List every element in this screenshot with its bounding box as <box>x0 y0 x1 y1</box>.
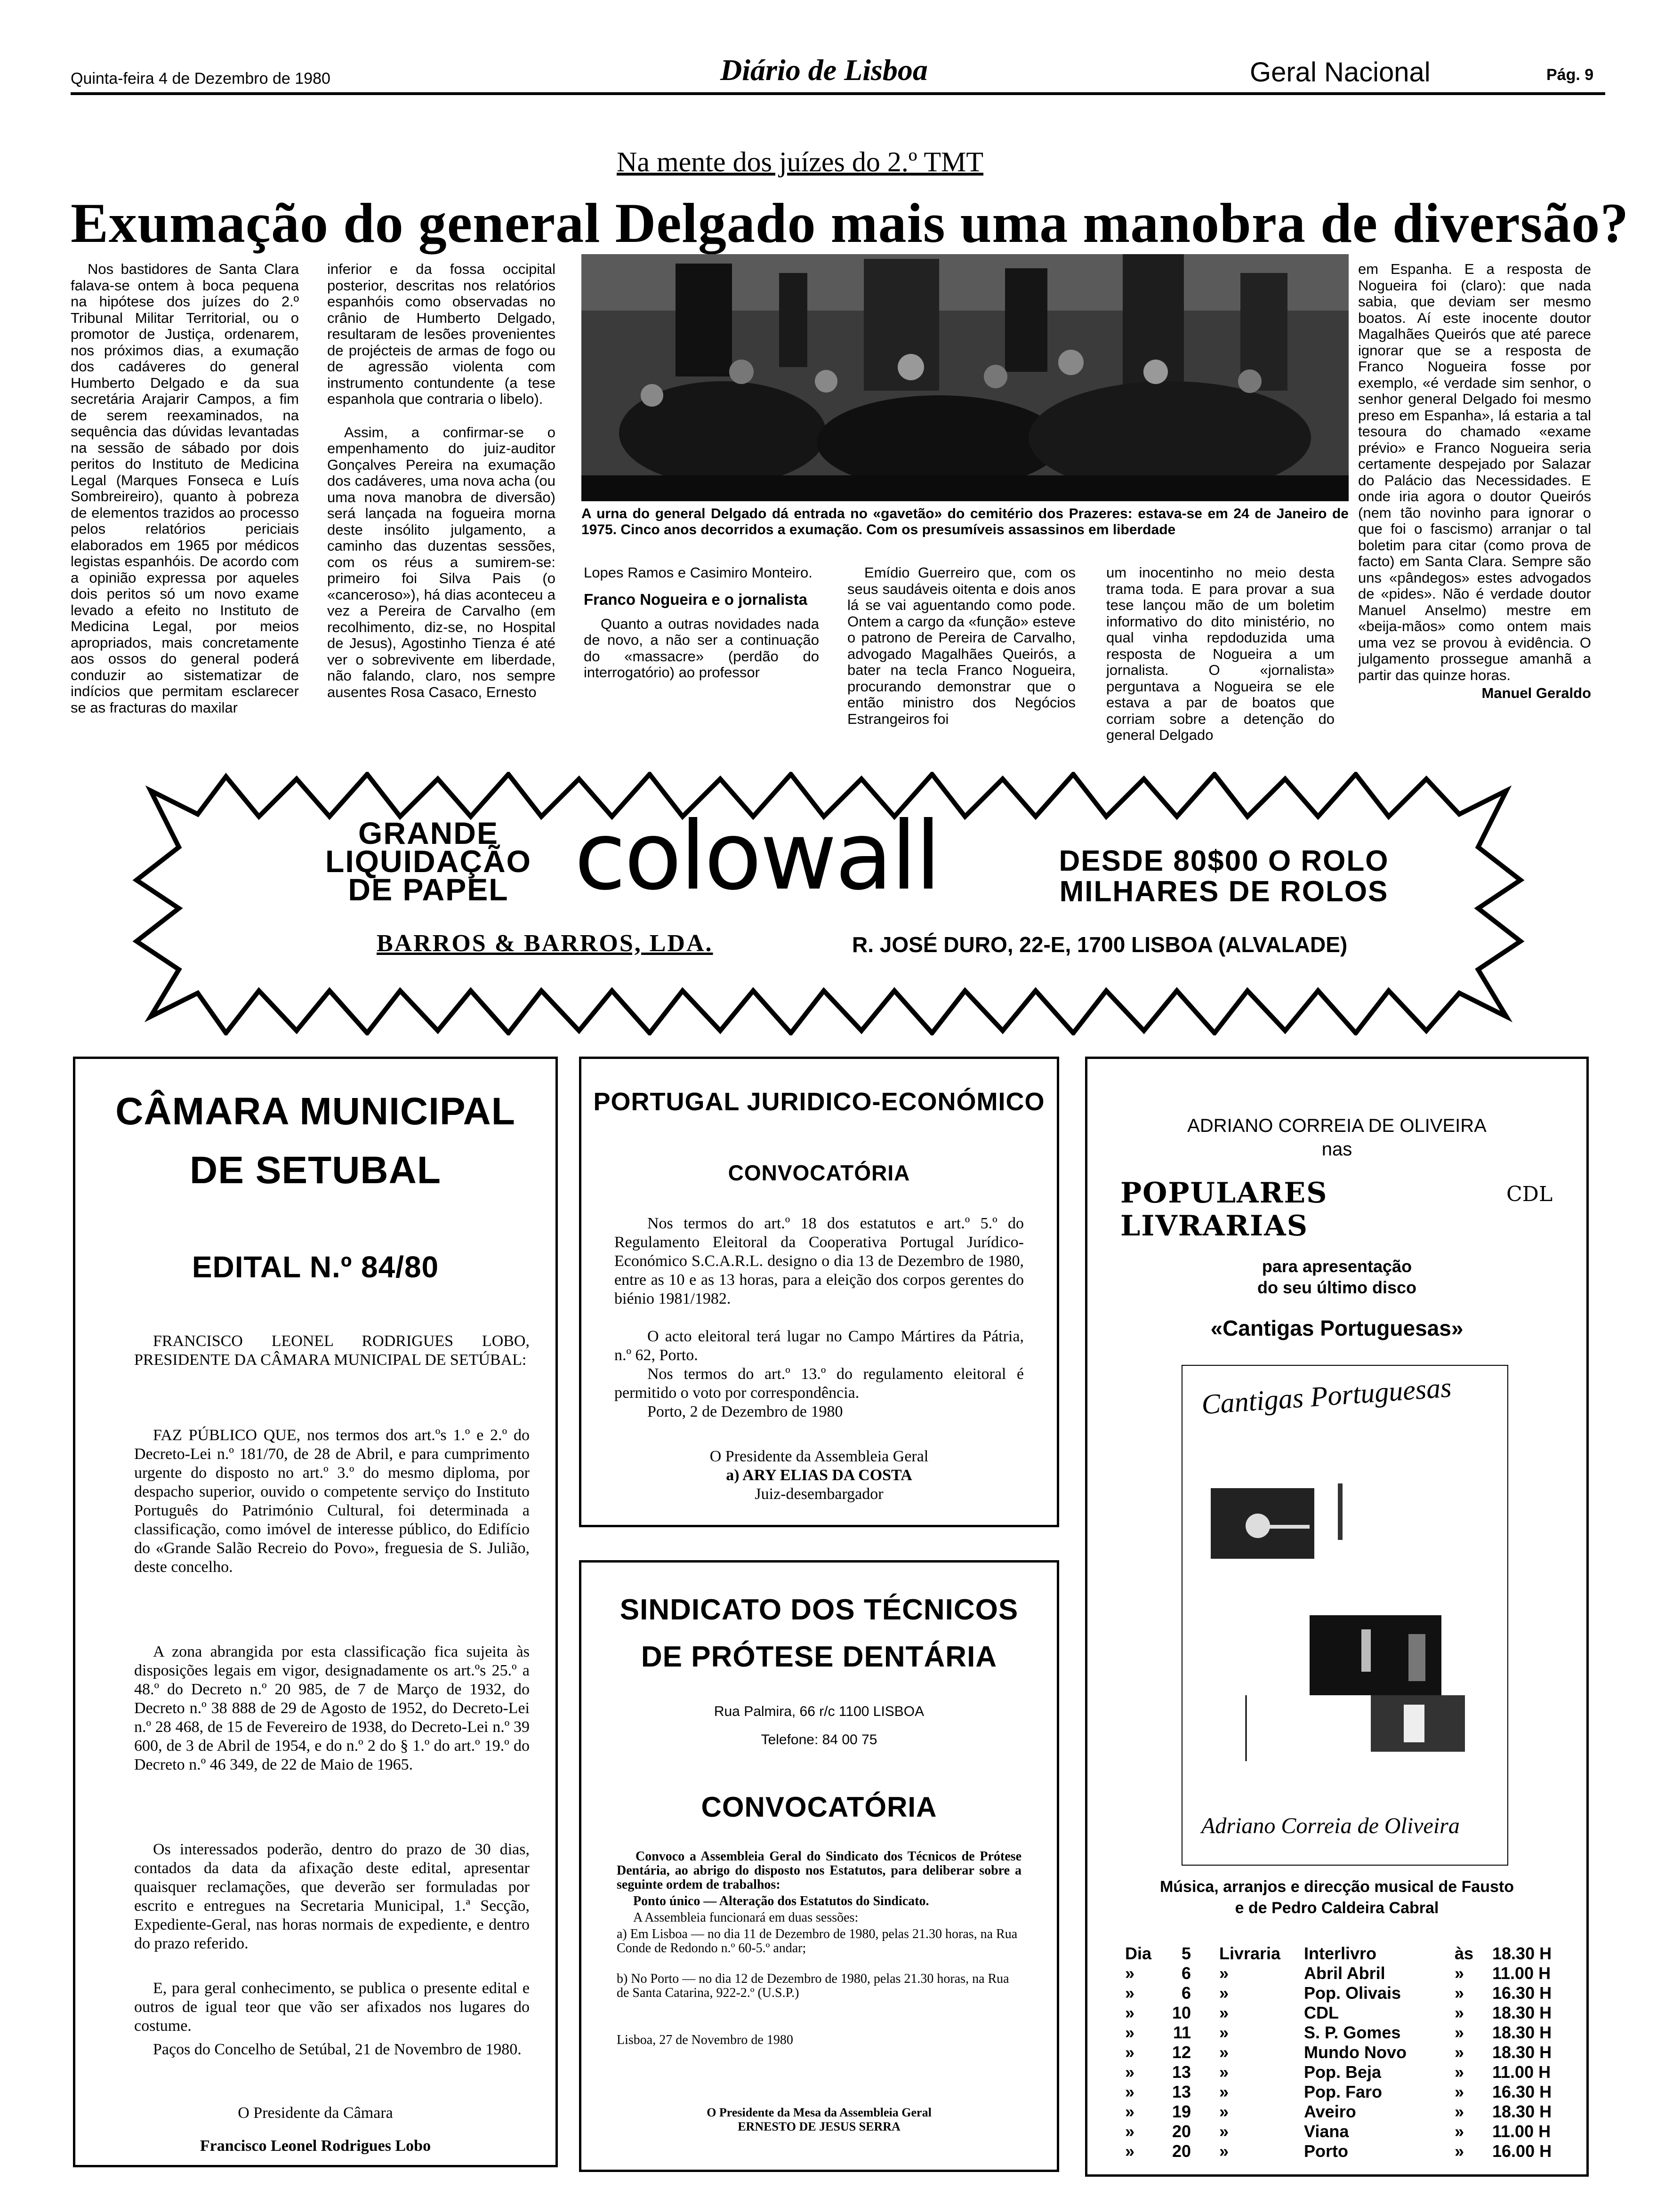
schedule-day-number: 12 <box>1172 2043 1191 2062</box>
schedule-time-label: » <box>1455 2141 1464 2161</box>
article-paragraph: Lopes Ramos e Casimiro Monteiro. <box>584 564 812 581</box>
photo-caption: A urna do general Delgado dá entrada no «gavetão» do cemitério dos Prazeres: estava-se em 24 de Janeiro de 1975. Cinco anos decorridos a exumação. Com os presumíveis assassinos em liberdade <box>581 506 1349 537</box>
article-headline: Exumação do general Delgado mais uma manobra de diversão? <box>71 192 1629 254</box>
schedule-row <box>1087 1964 1586 1983</box>
issue-date: Quinta-feira 4 de Dezembro de 1980 <box>71 70 330 88</box>
schedule-day-label: » <box>1125 2102 1135 2121</box>
sindicato-paragraph-5: b) No Porto — no dia 12 de Dezembro de 1980, pelas 21.30 horas, na Rua de Santa Catarina, 922-2.º (U.S.P.) <box>617 1972 1009 2000</box>
schedule-day-label: » <box>1125 2043 1135 2062</box>
schedule-day-number: 11 <box>1173 2023 1191 2042</box>
adriano-name: ADRIANO CORREIA DE OLIVEIRA <box>1187 1115 1487 1136</box>
camara-intro: FRANCISCO LEONEL RODRIGUES LOBO, PRESIDENTE DA CÂMARA MUNICIPAL DE SETÚBAL: <box>134 1332 530 1369</box>
schedule-day-label: » <box>1125 2122 1135 2141</box>
presentation-schedule <box>1087 1944 1586 2160</box>
livrarias-brand: POPULARES LIVRARIAS <box>1120 1177 1328 1242</box>
schedule-time: 16.30 H <box>1492 2082 1552 2101</box>
article-column-1 <box>71 261 299 716</box>
schedule-row <box>1087 2062 1586 2082</box>
camara-title-1: CÂMARA MUNICIPAL <box>115 1090 515 1133</box>
schedule-time-label: » <box>1455 2122 1464 2141</box>
schedule-day-number: 10 <box>1172 2003 1191 2022</box>
schedule-venue-prefix: » <box>1219 1964 1229 1983</box>
schedule-time-label: » <box>1455 1983 1464 2003</box>
camara-edital: EDITAL N.º 84/80 <box>192 1250 439 1284</box>
portugal-title: PORTUGAL JURIDICO-ECONÓMICO <box>593 1088 1045 1116</box>
album-title: «Cantigas Portuguesas» <box>1210 1316 1464 1340</box>
article-photo <box>581 254 1349 501</box>
schedule-time: 11.00 H <box>1492 1964 1551 1983</box>
header-rule <box>71 92 1605 95</box>
funeral-crowd-photo <box>581 254 1349 501</box>
sindicato-title-1: SINDICATO DOS TÉCNICOS <box>619 1594 1019 1626</box>
article-column-4 <box>847 565 1076 727</box>
advert-address: R. JOSÉ DURO, 22-E, 1700 LISBOA (ALVALADE) <box>852 932 1348 957</box>
schedule-row <box>1087 2003 1586 2023</box>
schedule-row <box>1087 1944 1586 1964</box>
schedule-venue: S. P. Gomes <box>1304 2023 1401 2042</box>
schedule-day-number: 13 <box>1172 2082 1191 2101</box>
schedule-time: 18.30 H <box>1492 2102 1552 2121</box>
advert-de-papel: DE PAPEL <box>348 872 509 907</box>
advert-price: DESDE 80$00 O ROLO <box>1059 845 1389 877</box>
section-name: Geral Nacional <box>1250 57 1431 88</box>
schedule-venue: Viana <box>1304 2122 1349 2141</box>
schedule-venue: Pop. Olivais <box>1304 1983 1401 2003</box>
schedule-venue: Porto <box>1304 2141 1348 2161</box>
schedule-day-label: Dia <box>1125 1944 1152 1963</box>
portugal-subtitle: CONVOCATÓRIA <box>728 1161 910 1185</box>
article-author: Manuel Geraldo <box>1481 685 1591 701</box>
schedule-day-label: » <box>1125 2082 1135 2101</box>
article-column-5 <box>1106 565 1335 744</box>
schedule-row <box>1087 1983 1586 2003</box>
schedule-venue: CDL <box>1304 2003 1339 2022</box>
adriano-advert-box <box>1085 1057 1589 2177</box>
schedule-row <box>1087 2102 1586 2122</box>
schedule-venue-prefix: » <box>1219 2141 1229 2161</box>
schedule-venue: Aveiro <box>1304 2102 1356 2121</box>
article-paragraph: um inocentinho no meio desta trama toda. E para provar a sua tese lançou mão de um boletim informativo do dito ministério, no qual vinha repdoduzida uma resposta de Nogueira a um jornalista. O «jornalista» perguntava a Nogueira se ele estava a par de boatos que corriam sobre a detenção do general Delgado <box>1106 564 1335 743</box>
article-paragraph: Emídio Guerreiro que, com os seus saudáveis oitenta e dois anos lá se vai aguentando como pode. Ontem a cargo da «função» esteve o patrono de Pereira de Carvalho, advogado Magalhães Queirós, a bater na tecla Franco Nogueira, procurando demonstrar que o então ministro dos Negócios Estrangeiros foi <box>847 564 1076 727</box>
schedule-venue-prefix: » <box>1219 2122 1229 2141</box>
schedule-row <box>1087 2043 1586 2062</box>
schedule-venue-prefix: » <box>1219 2023 1229 2042</box>
schedule-time-label: » <box>1455 2102 1464 2121</box>
portugal-date: Porto, 2 de Dezembro de 1980 <box>647 1403 843 1420</box>
album-cover-title: Cantigas Portuguesas <box>1200 1371 1453 1420</box>
camara-paragraph-3: Os interessados poderão, dentro do prazo de 30 dias, contados da data da afixação deste edital, apresentar quaisquer reclamações, que deverão ser formuladas por escrito e entregues na Secretaria Municipal, 1.ª Secção, Expediente-Geral, nas horas normais de expediente, e dentro do prazo referido. <box>134 1841 530 1952</box>
schedule-time: 11.00 H <box>1492 2062 1551 2082</box>
article-subhead: Franco Nogueira e o jornalista <box>584 590 807 608</box>
sindicato-title-2: DE PRÓTESE DENTÁRIA <box>641 1641 997 1673</box>
schedule-venue: Abril Abril <box>1304 1964 1385 1983</box>
schedule-time: 18.30 H <box>1492 2003 1552 2022</box>
schedule-time: 11.00 H <box>1492 2122 1551 2141</box>
advert-grande: GRANDE <box>358 816 499 850</box>
sindicato-date: Lisboa, 27 de Novembro de 1980 <box>617 2033 793 2047</box>
sindicato-telephone: Telefone: 84 00 75 <box>761 1732 877 1747</box>
schedule-venue: Interlivro <box>1304 1944 1377 1963</box>
schedule-day-label: » <box>1125 2062 1135 2082</box>
schedule-day-label: » <box>1125 1964 1135 1983</box>
schedule-time-label: » <box>1455 1964 1464 1983</box>
schedule-venue-prefix: Livraria <box>1219 1944 1281 1963</box>
schedule-day-number: 20 <box>1172 2122 1191 2141</box>
camara-title-2: DE SETUBAL <box>190 1149 441 1192</box>
sindicato-paragraph-1: Convoco a Assembleia Geral do Sindicato dos Técnicos de Prótese Dentária, ao abrigo do disposto nos Estatutos, para deliberar sobre a seguinte ordem de trabalhos: <box>617 1849 1022 1892</box>
schedule-day-number: 13 <box>1172 2062 1191 2082</box>
page-number: Pág. 9 <box>1546 66 1594 84</box>
album-credits-1: Música, arranjos e direcção musical de Fausto <box>1159 1878 1514 1896</box>
schedule-day-number: 6 <box>1181 1964 1191 1983</box>
schedule-venue-prefix: » <box>1219 1983 1229 2003</box>
schedule-venue-prefix: » <box>1219 2062 1229 2082</box>
schedule-venue-prefix: » <box>1219 2043 1229 2062</box>
schedule-day-number: 20 <box>1172 2141 1191 2161</box>
schedule-row <box>1087 2122 1586 2141</box>
article-paragraph: em Espanha. E a resposta de Nogueira foi (claro): que nada sabia, que deviam ser mesmo boatos. Aí este inocente doutor Magalhães Queirós que até parece ignorar que se a resposta de Franco Nogueira fosse por exemplo, «é verdade sim senhor, o senhor general Delgado foi mesmo preso em Espanha», lá estaria a tal tesoura do chamado «exame prévio» e Franco Nogueira seria certamente despejado por Salazar do Palácio das Necessidades. E onde iria agora o doutor Queirós (nem tão novinho para ignorar o que foi o fascismo) arranjar o tal boletim para citar (como prova de facto) em Santa Clara. Sempre são uns «pândegos» estes advogados de «pides». Não é verdade doutor Manuel Anselmo) mestre em «beija-mãos» como ontem mais uma vez se provou à evidência. O julgamento prossegue amanhã a partir das quinze horas. <box>1358 261 1591 683</box>
sindicato-signature-name: ERNESTO DE JESUS SERRA <box>738 2120 901 2133</box>
schedule-day-label: » <box>1125 1983 1135 2003</box>
sindicato-paragraph-2: Ponto único — Alteração dos Estatutos do Sindicato. <box>633 1894 929 1908</box>
newspaper-logo: Diário de Lisboa <box>720 53 928 87</box>
schedule-time-label: » <box>1455 2023 1464 2042</box>
schedule-day-number: 6 <box>1181 1983 1191 2003</box>
schedule-row <box>1087 2082 1586 2102</box>
advert-rolls: MILHARES DE ROLOS <box>1059 875 1389 908</box>
adriano-disc-line: do seu último disco <box>1257 1278 1417 1297</box>
schedule-time: 18.30 H <box>1492 1944 1552 1963</box>
sindicato-address: Rua Palmira, 66 r/c 1100 LISBOA <box>714 1704 925 1719</box>
schedule-day-label: » <box>1125 2023 1135 2042</box>
schedule-time: 16.00 H <box>1492 2141 1552 2161</box>
camara-signature-name: Francisco Leonel Rodrigues Lobo <box>200 2137 431 2155</box>
schedule-day-number: 5 <box>1181 1944 1191 1963</box>
schedule-time-label: » <box>1455 2043 1464 2062</box>
article-column-6 <box>1358 261 1591 702</box>
cdl-logo: CDL <box>1506 1182 1553 1206</box>
schedule-row <box>1087 2023 1586 2043</box>
article-paragraph: Nos bastidores de Santa Clara falava-se ontem à boca pequena na hipótese dos juízes do 2.º Tribunal Militar Territorial, ou o promotor de Justiça, ordenarem, nos próximos dias, a exumação dos cadáveres do general Humberto Delgado e da sua secretária Arajarir Campos, a fim de serem reexaminados, na sequência das dúvidas levantadas na sessão de sábado por dois peritos do Instituto de Medicina Legal (Marques Fonseca e Luís Sombreireiro), quanto à pobreza de elementos trazidos ao processo pelos relatórios periciais elaborados em 1965 por médicos legistas espanhóis. De acordo com a opinião expressa por aqueles dois peritos só um novo exame levado a efeito no Instituto de Medicina Legal, por meios apropriados, mais concretamente aos ossos do general poderá conduzir ao sistematizar de indícios que permitam esclarecer se as fracturas do maxilar <box>71 261 299 716</box>
album-cover-signature: Adriano Correia de Oliveira <box>1201 1813 1460 1838</box>
camara-paragraph-1: FAZ PÚBLICO QUE, nos termos dos art.ºs 1.º e 2.º do Decreto-Lei n.º 181/70, de 28 de Abril, e para cumprimento urgente do disposto no art.º 3.º do mesmo diploma, por despacho superior, ouvido o competente serviço do Instituto Português do Património Cultural, foi determinada a classificação, como imóvel de interesse público, do Edifício do «Grande Salão Recreio do Povo», freguesia de S. Julião, deste concelho. <box>134 1427 530 1576</box>
schedule-time-label: » <box>1455 2062 1464 2082</box>
schedule-venue-prefix: » <box>1219 2003 1229 2022</box>
schedule-time: 18.30 H <box>1492 2023 1552 2042</box>
camara-paragraph-4: E, para geral conhecimento, se publica o presente edital e outros de igual teor que vão ser afixados nos lugares do costume. <box>134 1980 530 2035</box>
schedule-day-label: » <box>1125 2003 1135 2022</box>
sindicato-paragraph-3: A Assembleia funcionará em duas sessões: <box>633 1910 859 1925</box>
schedule-time-label: às <box>1455 1944 1474 1963</box>
album-cover-art <box>1201 1460 1488 1780</box>
schedule-day-label: » <box>1125 2141 1135 2161</box>
sindicato-signature-title: O Presidente da Mesa da Assembleia Geral <box>707 2106 932 2119</box>
schedule-time-label: » <box>1455 2082 1464 2101</box>
colowall-advert <box>132 772 1525 1035</box>
schedule-venue: Mundo Novo <box>1304 2043 1407 2062</box>
article-paragraph: Assim, a confirmar-se o empenhamento do juiz-auditor Gonçalves Pereira na exumação dos cadáveres, uma nova acha (ou uma nova manobra de diversão) será lançada na fogueira morna deste insólito julgamento, a caminho das duzentas sessões, com os réus a sumirem-se: primeiro foi Silva Pais (o «canceroso»), há dias aconteceu a vez a Pereira de Carvalho (em recolhimento, diz-se, no Hospital de Jesus), Agostinho Tienza é até ver o sobrevivente em liberdade, não falando, claro, nos sempre ausentes Rosa Casaco, Ernesto <box>327 424 555 700</box>
camara-paragraph-2: A zona abrangida por esta classificação fica sujeita às disposições legais em vigor, designadamente os art.ºs 25.º a 48.º do Decreto n.º 20 985, de 7 de Março de 1932, do Decreto n.º 38 888 de 29 de Agosto de 1952, do Decreto-Lei n.º 28 468, de 15 de Fevereiro de 1938, do Decreto-Lei n.º 39 600, de 3 de Abril de 1954, e do n.º 2 do § 1.º do art.º 19.º do Decreto n.º 46 349, de 22 de Maio de 1965. <box>134 1643 530 1773</box>
article-paragraph: inferior e da fossa occipital posterior, descritas nos relatórios espanhóis como observadas no crânio de Humberto Delgado, resultaram de lesões provenientes de projécteis de armas de fogo ou de agressão violenta com instrumento contundente (a tese espanhola que contraria o libelo). <box>327 261 555 407</box>
advert-company: BARROS & BARROS, LDA. <box>377 930 713 957</box>
portugal-juridico-box <box>579 1057 1059 1527</box>
portugal-signature-title: O Presidente da Assembleia Geral <box>709 1448 929 1465</box>
portugal-paragraph-3: Nos termos do art.º 13.º do regulamento eleitoral é permitido o voto por correspondência. <box>614 1365 1024 1402</box>
schedule-time: 18.30 H <box>1492 2043 1552 2062</box>
article-kicker: Na mente dos juízes do 2.º TMT <box>617 146 984 177</box>
sindicato-box <box>579 1560 1059 2172</box>
schedule-time-label: » <box>1455 2003 1464 2022</box>
portugal-paragraph-2: O acto eleitoral terá lugar no Campo Mártires da Pátria, n.º 62, Porto. <box>614 1328 1024 1364</box>
portugal-signature-role: Juiz-desembargador <box>755 1485 884 1503</box>
sindicato-paragraph-4: a) Em Lisboa — no dia 11 de Dezembro de 1980, pelas 21.30 horas, na Rua Conde de Redondo n.º 60-5.º andar; <box>617 1927 1018 1956</box>
schedule-day-number: 19 <box>1172 2102 1191 2121</box>
camara-signature-title: O Presidente da Câmara <box>238 2104 393 2122</box>
schedule-venue: Pop. Faro <box>1304 2082 1383 2101</box>
portugal-paragraph-1: Nos termos do art.º 18 dos estatutos e art.º 5.º do Regulamento Eleitoral da Cooperativa Portugal Jurídico-Económico S.C.A.R.L. designo o dia 13 de Dezembro de 1980, entre as 10 e as 13 horas, para a eleição dos corpos gerentes do biénio 1981/1982. <box>614 1215 1024 1307</box>
adriano-nas: nas <box>1321 1139 1352 1160</box>
schedule-venue-prefix: » <box>1219 2102 1229 2121</box>
camara-notice-box <box>73 1057 558 2167</box>
album-credits-2: e de Pedro Caldeira Cabral <box>1235 1899 1439 1917</box>
portugal-signature-name: a) ARY ELIAS DA COSTA <box>726 1467 912 1484</box>
adriano-presentation-line: para apresentação <box>1262 1257 1412 1276</box>
advert-brand: colowall <box>574 801 940 911</box>
schedule-venue: Pop. Beja <box>1304 2062 1382 2082</box>
schedule-venue-prefix: » <box>1219 2082 1229 2101</box>
camara-paragraph-5: Paços do Concelho de Setúbal, 21 de Novembro de 1980. <box>153 2041 522 2058</box>
advert-liquidacao: LIQUIDAÇÃO <box>325 844 531 879</box>
article-paragraph: Quanto a outras novidades nada de novo, a não ser a continuação do «massacre» (perdão do interrogatório) ao professor <box>584 615 819 681</box>
album-cover <box>1182 1365 1508 1866</box>
article-column-3 <box>584 565 819 681</box>
article-column-2 <box>327 261 555 700</box>
schedule-time: 16.30 H <box>1492 1983 1552 2003</box>
schedule-row <box>1087 2141 1586 2161</box>
sindicato-subtitle: CONVOCATÓRIA <box>701 1791 937 1823</box>
